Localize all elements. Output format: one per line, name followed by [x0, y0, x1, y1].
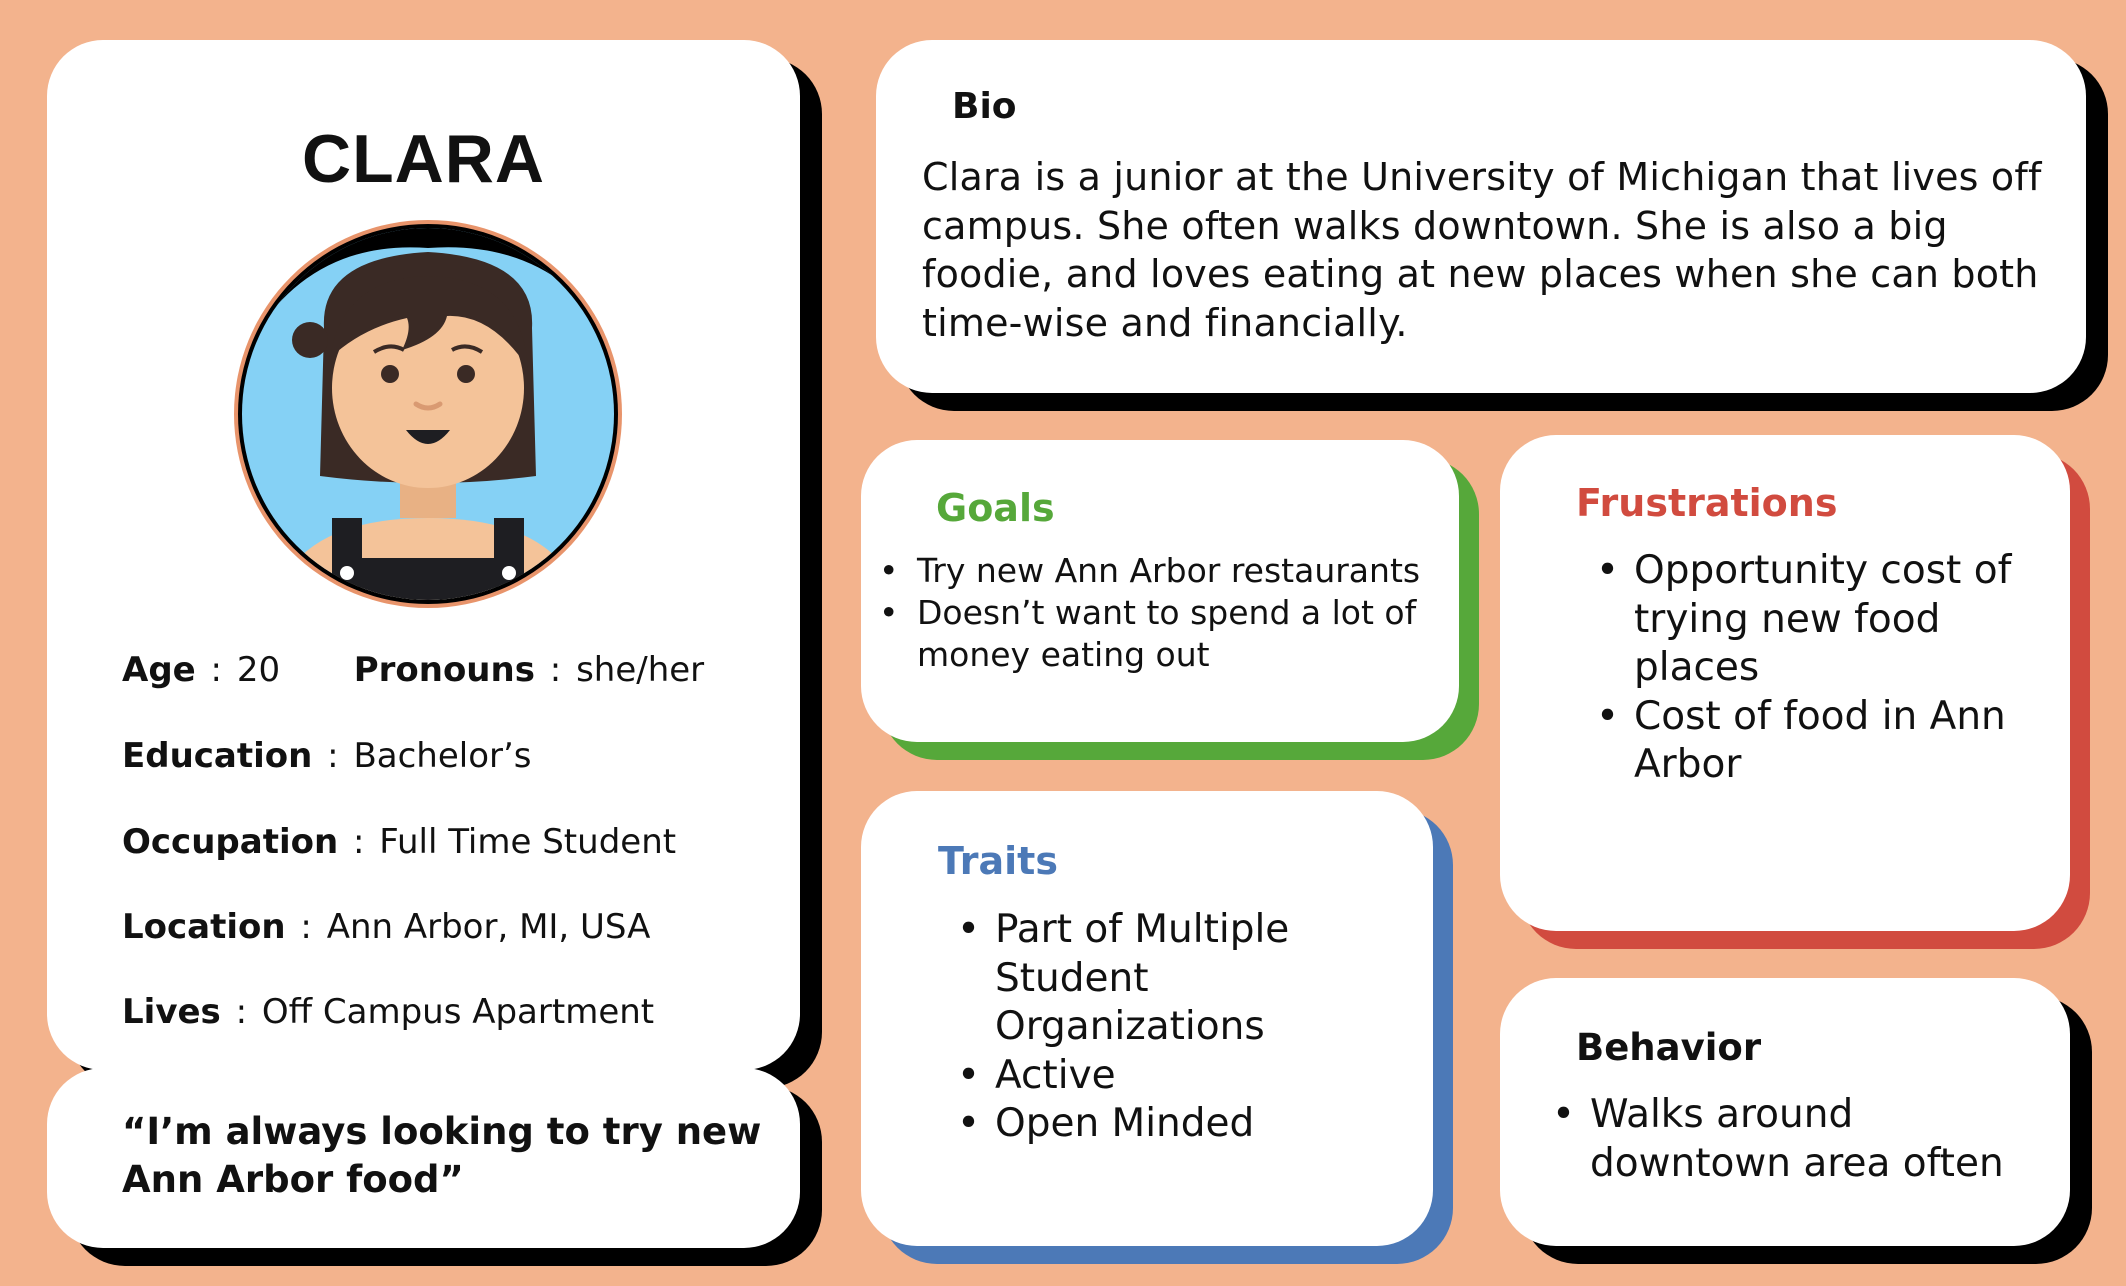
- education-separator: :: [327, 736, 339, 776]
- pronouns-separator: :: [549, 650, 562, 690]
- goal-text: Doesn’t want to spend a lot of money eating out: [917, 593, 1417, 674]
- list-item: [1552, 1091, 2052, 1188]
- bio-text: Clara is a junior at the University of Michigan that lives off campus. She often walks downtown. She is also a big foodie, and loves eating at new places when she can both time-wise and financially.: [922, 155, 2042, 345]
- persona-name: CLARA: [302, 121, 545, 197]
- list-item: [1596, 547, 2036, 693]
- behavior-card: [1500, 978, 2070, 1246]
- education-row: [122, 736, 532, 776]
- age-value: 20: [236, 650, 281, 690]
- bullet-icon: •: [957, 907, 981, 952]
- occupation-label: Occupation: [122, 822, 339, 862]
- occupation-separator: :: [352, 822, 365, 862]
- avatar: [232, 218, 624, 610]
- list-item: [1596, 693, 2036, 790]
- list-item: [879, 592, 1439, 676]
- list-item: [957, 906, 1397, 1052]
- education-label: Education: [122, 736, 313, 776]
- quote-card: [47, 1068, 800, 1248]
- trait-text: Part of Multiple Student Organizations: [995, 907, 1290, 1049]
- persona-quote: “I’m always looking to try new Ann Arbor food”: [122, 1110, 762, 1201]
- traits-card: [861, 791, 1433, 1246]
- occupation-value: Full Time Student: [379, 822, 677, 862]
- bullet-icon: •: [1596, 548, 1620, 593]
- lives-label: Lives: [122, 992, 221, 1032]
- location-label: Location: [122, 907, 286, 947]
- traits-list: [957, 906, 1397, 1149]
- location-row: [122, 907, 650, 947]
- bullet-icon: •: [879, 593, 899, 632]
- bullet-icon: •: [957, 1052, 981, 1098]
- behavior-text: Walks around downtown area often: [1590, 1092, 2004, 1186]
- list-item: [957, 1052, 1397, 1101]
- bio-title: Bio: [952, 86, 1017, 127]
- frustration-text: Opportunity cost of trying new food places: [1634, 548, 2012, 690]
- traits-title: Traits: [938, 839, 1058, 883]
- frustrations-card: [1500, 435, 2070, 931]
- frustration-text: Cost of food in Ann Arbor: [1634, 693, 2006, 787]
- goals-list: [879, 550, 1439, 676]
- location-separator: :: [300, 907, 312, 947]
- behavior-title: Behavior: [1576, 1026, 1762, 1069]
- bullet-icon: •: [1596, 693, 1620, 739]
- goals-card: [861, 440, 1459, 742]
- list-item: [957, 1100, 1397, 1149]
- frustrations-title: Frustrations: [1576, 481, 1838, 525]
- education-value: Bachelor’s: [353, 736, 532, 776]
- age-pronouns-row: [122, 650, 704, 690]
- lives-separator: :: [235, 992, 248, 1032]
- goal-text: Try new Ann Arbor restaurants: [917, 551, 1421, 590]
- behavior-list: [1552, 1091, 2052, 1188]
- age-label: Age: [122, 650, 196, 690]
- bullet-icon: •: [1552, 1092, 1576, 1137]
- occupation-row: [122, 822, 676, 862]
- trait-text: Active: [995, 1052, 1116, 1098]
- trait-text: Open Minded: [995, 1101, 1255, 1146]
- frustrations-list: [1596, 547, 2036, 790]
- bullet-icon: •: [879, 551, 899, 590]
- list-item: [879, 550, 1439, 592]
- location-value: Ann Arbor, MI, USA: [326, 907, 651, 947]
- bio-card: [876, 40, 2086, 393]
- goals-title: Goals: [936, 486, 1055, 530]
- profile-card: [47, 40, 800, 1070]
- bullet-icon: •: [957, 1101, 981, 1146]
- pronouns-label: Pronouns: [353, 650, 535, 690]
- lives-row: [122, 992, 654, 1032]
- pronouns-value: she/her: [576, 650, 705, 690]
- lives-value: Off Campus Apartment: [261, 992, 655, 1032]
- age-separator: :: [210, 650, 222, 690]
